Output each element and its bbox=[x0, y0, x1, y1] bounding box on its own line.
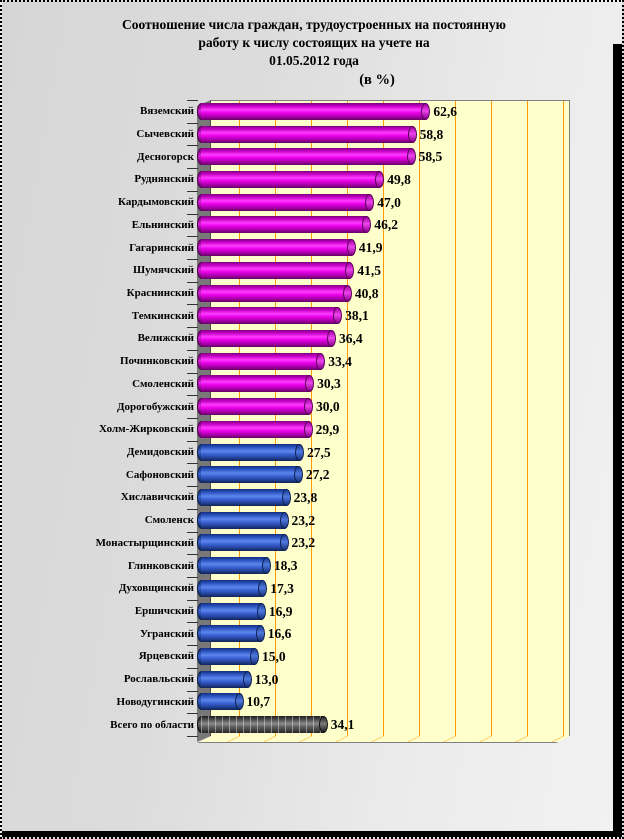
category-label: Темкинский bbox=[131, 309, 194, 322]
cylinder-cap bbox=[258, 580, 267, 597]
bar-row bbox=[2, 441, 624, 464]
bar-body bbox=[201, 603, 262, 620]
chart-floor bbox=[197, 736, 570, 743]
value-label: 41,9 bbox=[358, 240, 383, 256]
gridline bbox=[263, 736, 276, 742]
bar-high bbox=[201, 239, 352, 256]
bar-body bbox=[201, 693, 240, 710]
unit-label: (в %) bbox=[359, 72, 395, 88]
bar-row bbox=[2, 622, 624, 645]
bar-body bbox=[201, 103, 426, 120]
bar-low bbox=[201, 625, 261, 642]
value-label: 30,3 bbox=[317, 376, 341, 392]
category-label: Новодугинский bbox=[116, 695, 194, 708]
cylinder-cap bbox=[408, 126, 417, 143]
bar-body bbox=[201, 580, 263, 597]
gridline bbox=[515, 736, 528, 742]
gridline bbox=[227, 736, 240, 742]
category-label: Ершичский bbox=[134, 605, 194, 618]
bar-row bbox=[2, 418, 624, 441]
cylinder-cap bbox=[294, 466, 303, 483]
bar-row bbox=[2, 327, 624, 350]
bar-high bbox=[201, 307, 338, 324]
bar-low bbox=[201, 557, 267, 574]
cylinder-cap bbox=[262, 557, 271, 574]
cylinder-cap bbox=[295, 444, 304, 461]
value-label: 15,0 bbox=[262, 648, 286, 664]
gridline bbox=[443, 736, 456, 742]
value-label: 30,0 bbox=[316, 399, 340, 415]
category-label: Ельнинский bbox=[131, 218, 194, 231]
bar-low bbox=[201, 534, 285, 551]
category-label: Шумячский bbox=[133, 264, 194, 277]
bar-row bbox=[2, 259, 624, 282]
bar-body bbox=[201, 171, 380, 188]
bar-row bbox=[2, 554, 624, 577]
bar-low bbox=[201, 693, 240, 710]
bar-body bbox=[201, 148, 412, 165]
category-label: Смоленский bbox=[132, 377, 194, 390]
category-label: Демидовский bbox=[126, 446, 194, 459]
value-label: 23,2 bbox=[291, 535, 316, 551]
value-label: 58,5 bbox=[418, 149, 443, 165]
value-label: 41,5 bbox=[357, 262, 382, 278]
bar-low bbox=[201, 466, 299, 483]
cylinder-cap bbox=[304, 398, 313, 415]
value-label: 23,2 bbox=[291, 512, 316, 528]
value-label: 10,7 bbox=[246, 694, 271, 710]
bar-total bbox=[201, 716, 324, 733]
category-label: Краснинский bbox=[126, 287, 194, 300]
scan-edge-bottom bbox=[2, 831, 622, 837]
bar-body bbox=[201, 557, 267, 574]
value-label: 34,1 bbox=[330, 717, 355, 733]
value-label: 27,2 bbox=[305, 467, 330, 483]
gridline bbox=[407, 736, 420, 742]
cylinder-cap bbox=[282, 489, 291, 506]
bar-row bbox=[2, 191, 624, 214]
chart-title-line-3: 01.05.2012 года bbox=[269, 53, 359, 68]
gridline bbox=[551, 736, 564, 742]
cylinder-cap bbox=[319, 716, 328, 733]
bar-row bbox=[2, 532, 624, 555]
category-label: Ярцевский bbox=[138, 650, 194, 663]
bar-row bbox=[2, 145, 624, 168]
axis-tick bbox=[187, 736, 198, 737]
bar-row bbox=[2, 304, 624, 327]
value-label: 23,8 bbox=[293, 489, 318, 505]
bar-high bbox=[201, 398, 309, 415]
bar-row bbox=[2, 509, 624, 532]
category-label: Кардымовский bbox=[117, 196, 194, 209]
value-label: 29,9 bbox=[315, 421, 340, 437]
bar-body bbox=[201, 625, 261, 642]
bar-body bbox=[201, 239, 352, 256]
bar-row bbox=[2, 577, 624, 600]
category-label: Духовщинский bbox=[118, 582, 194, 595]
value-label: 33,4 bbox=[328, 353, 352, 369]
bar-high bbox=[201, 103, 426, 120]
bar-body bbox=[201, 716, 324, 733]
cylinder-cap bbox=[280, 534, 289, 551]
value-label: 16,6 bbox=[267, 626, 292, 642]
bar-row bbox=[2, 645, 624, 668]
bar-high bbox=[201, 330, 332, 347]
bar-high bbox=[201, 171, 380, 188]
bar-body bbox=[201, 421, 309, 438]
cylinder-cap bbox=[235, 693, 244, 710]
bar-low bbox=[201, 648, 255, 665]
chart-title-line-1: Соотношение числа граждан, трудоустроенных на постоянную bbox=[122, 17, 506, 32]
bar-body bbox=[201, 375, 310, 392]
bar-body bbox=[201, 307, 338, 324]
category-label: Всего по области bbox=[110, 718, 194, 731]
value-label: 16,9 bbox=[268, 603, 293, 619]
cylinder-cap bbox=[333, 307, 342, 324]
bar-body bbox=[201, 534, 285, 551]
cylinder-cap bbox=[305, 375, 314, 392]
bar-row bbox=[2, 214, 624, 237]
bar-high bbox=[201, 375, 310, 392]
cylinder-cap bbox=[421, 103, 430, 120]
value-label: 38,1 bbox=[345, 308, 369, 324]
bar-low bbox=[201, 603, 262, 620]
value-label: 27,5 bbox=[307, 444, 331, 460]
cylinder-cap bbox=[375, 171, 384, 188]
bar-high bbox=[201, 421, 309, 438]
value-label: 49,8 bbox=[387, 171, 411, 187]
category-label: Починковский bbox=[119, 355, 194, 368]
category-label: Глинковский bbox=[128, 559, 194, 572]
cylinder-cap bbox=[365, 194, 374, 211]
category-label: Вяземский bbox=[140, 105, 194, 118]
bar-body bbox=[201, 512, 285, 529]
cylinder-cap bbox=[280, 512, 289, 529]
cylinder-cap bbox=[327, 330, 336, 347]
category-label: Сафоновский bbox=[125, 468, 194, 481]
bar-low bbox=[201, 489, 287, 506]
bar-row bbox=[2, 600, 624, 623]
value-label: 18,3 bbox=[273, 558, 298, 574]
category-label: Руднянский bbox=[134, 173, 194, 186]
cylinder-cap bbox=[316, 353, 325, 370]
bar-row bbox=[2, 395, 624, 418]
cylinder-cap bbox=[250, 648, 259, 665]
category-label: Смоленск bbox=[144, 514, 194, 527]
bar-low bbox=[201, 580, 263, 597]
bar-body bbox=[201, 126, 413, 143]
cylinder-cap bbox=[243, 671, 252, 688]
bar-high bbox=[201, 262, 350, 279]
bar-low bbox=[201, 671, 248, 688]
value-label: 13,0 bbox=[254, 671, 279, 687]
gridline bbox=[479, 736, 492, 742]
category-label: Десногорск bbox=[137, 150, 194, 163]
cylinder-cap bbox=[347, 239, 356, 256]
bar-body bbox=[201, 262, 350, 279]
bar-high bbox=[201, 194, 370, 211]
category-label: Монастырщинский bbox=[95, 536, 194, 549]
cylinder-cap bbox=[407, 148, 416, 165]
bar-row bbox=[2, 713, 624, 736]
cylinder-cap bbox=[362, 216, 371, 233]
value-label: 58,8 bbox=[419, 126, 444, 142]
bar-body bbox=[201, 216, 367, 233]
bar-body bbox=[201, 444, 300, 461]
bar-high bbox=[201, 285, 348, 302]
cylinder-cap bbox=[304, 421, 313, 438]
bar-row bbox=[2, 168, 624, 191]
bar-high bbox=[201, 148, 412, 165]
bar-high bbox=[201, 216, 367, 233]
bar-body bbox=[201, 648, 255, 665]
bar-low bbox=[201, 444, 300, 461]
category-label: Гагаринский bbox=[129, 241, 194, 254]
bar-row bbox=[2, 691, 624, 714]
bar-body bbox=[201, 285, 348, 302]
value-label: 46,2 bbox=[374, 217, 398, 233]
category-label: Сычевский bbox=[136, 128, 194, 141]
bar-row bbox=[2, 100, 624, 123]
bar-row bbox=[2, 282, 624, 305]
chart-title-line-2: работу к числу состоящих на учете на bbox=[198, 35, 430, 50]
bar-body bbox=[201, 671, 248, 688]
bar-body bbox=[201, 466, 299, 483]
value-label: 40,8 bbox=[354, 285, 379, 301]
value-label: 47,0 bbox=[377, 194, 401, 210]
bar-body bbox=[201, 398, 309, 415]
gridline bbox=[371, 736, 384, 742]
gridline bbox=[299, 736, 312, 742]
gridline bbox=[335, 736, 348, 742]
bar-body bbox=[201, 353, 321, 370]
category-label: Холм-Жирковский bbox=[98, 423, 194, 436]
bar-row bbox=[2, 236, 624, 259]
cylinder-cap bbox=[256, 625, 265, 642]
scan-edge-right bbox=[613, 44, 622, 839]
bar-body bbox=[201, 194, 370, 211]
bar-low bbox=[201, 512, 285, 529]
category-label: Хиславичский bbox=[120, 491, 194, 504]
category-label: Велижский bbox=[137, 332, 194, 345]
category-label: Угранский bbox=[139, 627, 194, 640]
category-label: Дорогобужский bbox=[116, 400, 194, 413]
bar-body bbox=[201, 330, 332, 347]
bar-row bbox=[2, 373, 624, 396]
bar-high bbox=[201, 126, 413, 143]
category-label: Рославльский bbox=[123, 673, 194, 686]
bar-row bbox=[2, 463, 624, 486]
bar-body bbox=[201, 489, 287, 506]
bar-row bbox=[2, 350, 624, 373]
cylinder-cap bbox=[257, 603, 266, 620]
bar-high bbox=[201, 353, 321, 370]
bar-row bbox=[2, 123, 624, 146]
value-label: 17,3 bbox=[270, 580, 294, 596]
value-label: 62,6 bbox=[433, 103, 457, 119]
cylinder-cap bbox=[345, 262, 354, 279]
bar-row bbox=[2, 486, 624, 509]
cylinder-cap bbox=[343, 285, 352, 302]
value-label: 36,4 bbox=[339, 330, 363, 346]
bar-row bbox=[2, 668, 624, 691]
